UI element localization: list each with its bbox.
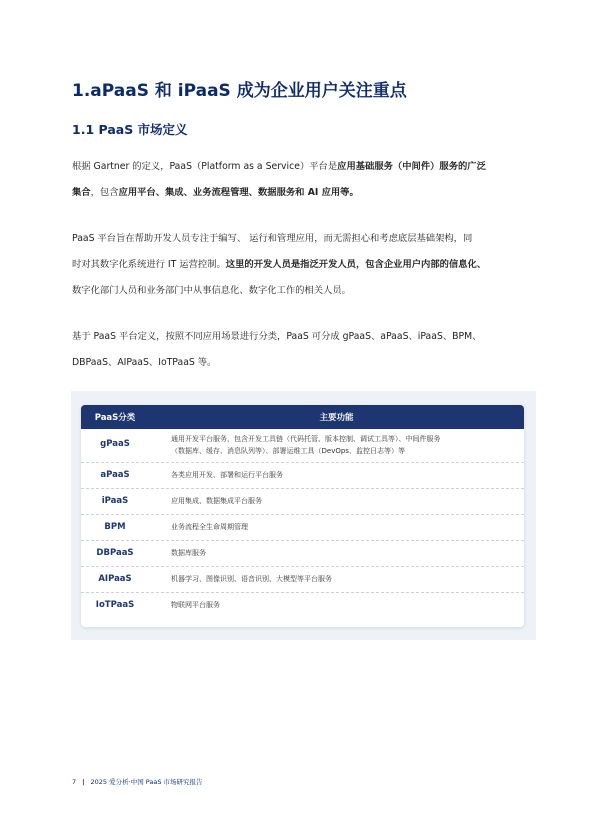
row-function: 业务流程全生命周期管理 [171, 523, 248, 531]
row-function: 通用开发平台服务，包含开发工具链（代码托管、版本控制、调试工具等）、中间件服务 （数据库、缓存、消息队列等）、部署运维工具（DevOps、监控日志等）等 [171, 435, 441, 455]
table-row [81, 489, 524, 515]
row-category: gPaaS [100, 439, 130, 449]
paas-classification-table [81, 405, 524, 627]
row-category: AIPaaS [98, 574, 132, 584]
footer-separator: | [82, 778, 85, 786]
table-row [81, 515, 524, 541]
page-footer [72, 777, 203, 786]
paragraph-classification: 基于 PaaS 平台定义，按照不同应用场景进行分类，PaaS 可分成 gPaaS、aPaaS、iPaaS、BPM、 DBPaaS、AIPaaS、IoTPaaS 等。 [72, 331, 482, 368]
table-row [81, 567, 524, 593]
paragraph-purpose: PaaS 平台旨在帮助开发人员专注于编写、 运行和管理应用，而无需担心和考虑底层基础架构，同 时对其数字化系统进行 IT 运营控制。这里的开发人员是指泛开发人员，包含企业用户内部的信息化、 数字化部门人员和业务部门中从事信息化、数字化工作的相关人员。 [72, 233, 487, 296]
header-function: 主要功能 [319, 413, 354, 423]
row-category: IoTPaaS [95, 600, 135, 610]
table-row [81, 541, 524, 567]
row-function: 各类应用开发、部署和运行平台服务 [171, 471, 283, 479]
row-category: DBPaaS [96, 548, 134, 558]
row-category: aPaaS [100, 470, 130, 480]
table-row [81, 463, 524, 489]
table-header [81, 405, 524, 429]
row-category: iPaaS [101, 496, 129, 506]
section-title: 1.aPaaS 和 iPaaS 成为企业用户关注重点 [72, 81, 407, 101]
table-row [81, 593, 524, 618]
header-category: PaaS分类 [94, 413, 136, 423]
page-number: 7 [72, 778, 77, 786]
report-name: 2025 爱分析·中国 PaaS 市场研究报告 [90, 778, 203, 786]
row-category: BPM [104, 522, 126, 532]
table-row [81, 429, 524, 463]
row-function: 应用集成、数据集成平台服务 [171, 497, 262, 505]
subsection-title: 1.1 PaaS 市场定义 [72, 122, 188, 137]
paragraph-definition: 根据 Gartner 的定义，PaaS（Platform as a Service）平台是应用基础服务（中间件）服务的广泛 集合，包含应用平台、集成、业务流程管理、数据服务和 AI 应用等。 [72, 161, 486, 198]
row-function: 机器学习、图像识别、语音识别、大模型等平台服务 [171, 575, 332, 583]
row-function: 数据库服务 [171, 549, 206, 557]
row-function: 物联网平台服务 [171, 601, 220, 609]
